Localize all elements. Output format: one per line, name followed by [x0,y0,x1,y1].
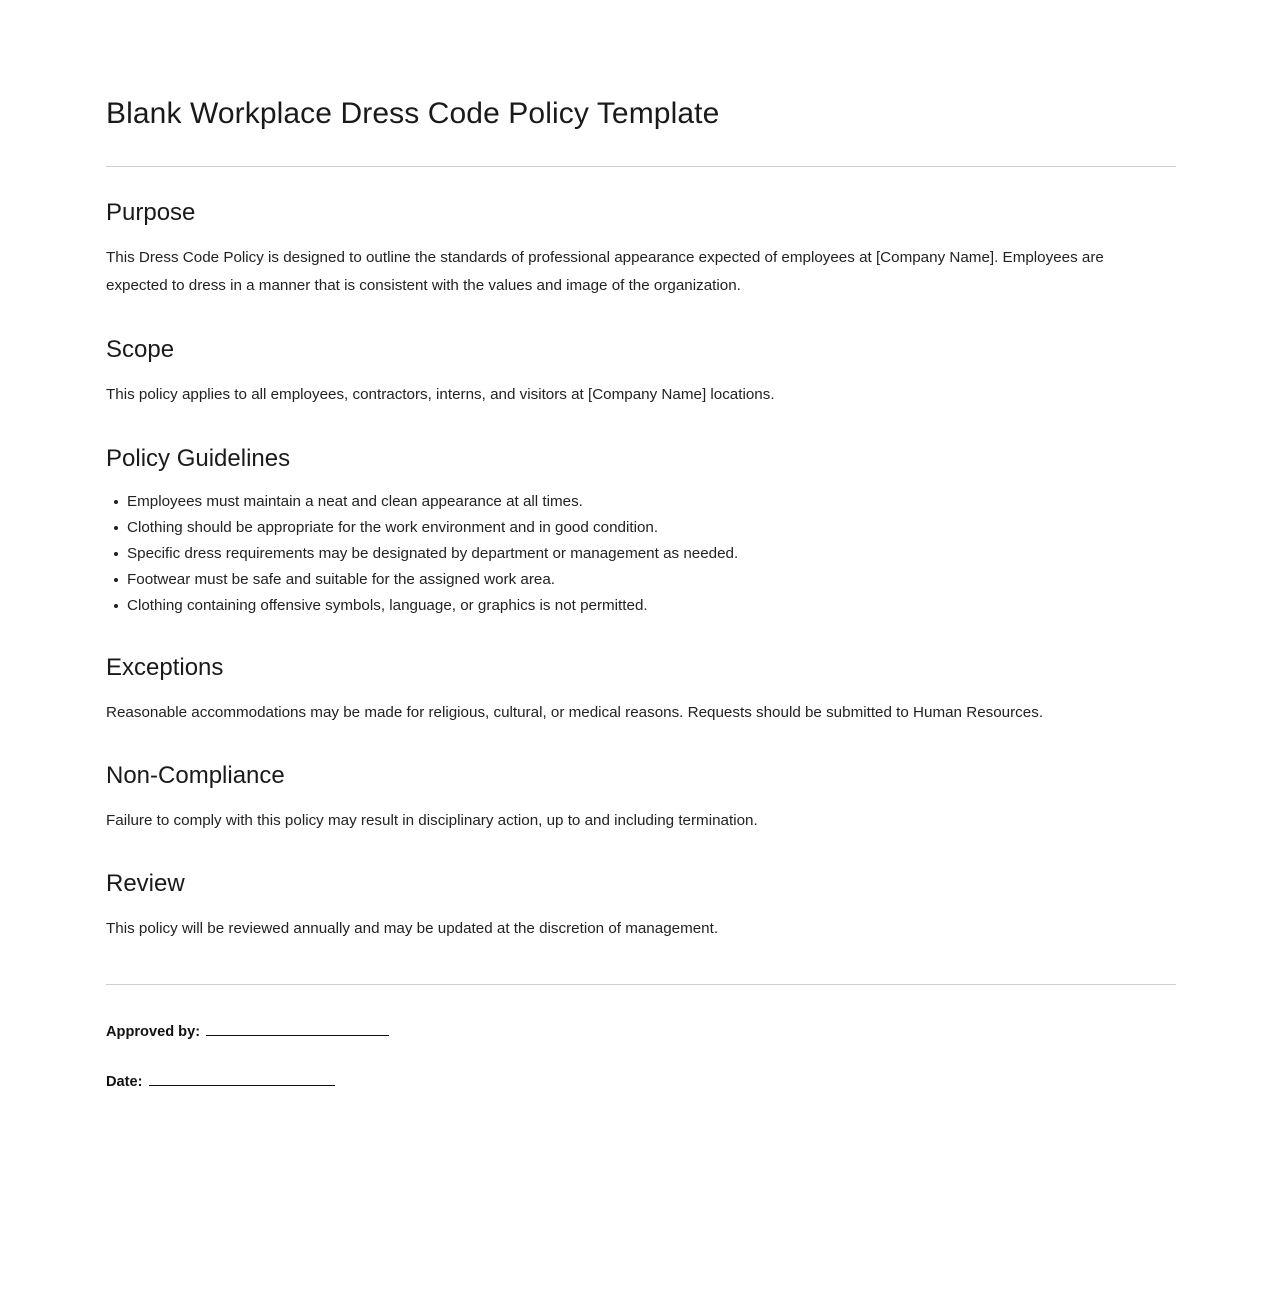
section-paragraph-non-compliance: Failure to comply with this policy may result in disciplinary action, up to and including termination. [106,812,758,829]
section-heading-purpose: Purpose [106,199,196,226]
list-item-text: Clothing should be appropriate for the work environment and in good condition. [127,519,659,536]
list-item [106,541,1176,567]
approved-by-label: Approved by: [106,1024,201,1040]
signature-block [106,1021,1176,1093]
list-item-text: Employees must maintain a neat and clean appearance at all times. [127,493,583,510]
list-item [106,489,1176,515]
section-paragraph-exceptions: Reasonable accommodations may be made for religious, cultural, or medical reasons. Requests should be submitted to Human Resources. [106,704,1044,721]
section-heading-review: Review [106,870,185,897]
date-label: Date: [106,1074,143,1090]
section-heading-policy-guidelines: Policy Guidelines [106,445,291,472]
list-item-text: Clothing containing offensive symbols, language, or graphics is not permitted. [127,597,648,614]
list-item [106,515,1176,541]
section-non-compliance [106,761,1176,835]
section-heading-non-compliance: Non-Compliance [106,762,285,789]
section-review [106,869,1176,943]
signature-divider [106,984,1176,985]
section-heading-scope: Scope [106,336,175,363]
approved-by-field[interactable] [206,1022,389,1036]
title-divider [106,166,1176,167]
list-item-text: Footwear must be safe and suitable for the assigned work area. [127,571,556,588]
section-purpose [106,198,1176,300]
date-row [106,1071,1176,1093]
section-exceptions [106,653,1176,727]
section-scope [106,335,1176,409]
list-item [106,593,1176,619]
page-title: Blank Workplace Dress Code Policy Template [106,97,720,130]
list-item [106,567,1176,593]
list-item-text: Specific dress requirements may be designated by department or management as needed. [127,545,739,562]
section-paragraph-review: This policy will be reviewed annually and may be updated at the discretion of management. [106,920,719,937]
section-heading-exceptions: Exceptions [106,654,224,681]
approved-by-row [106,1021,1176,1043]
section-paragraph-scope: This policy applies to all employees, contractors, interns, and visitors at [Company Name] locations. [106,386,775,403]
date-field[interactable] [149,1072,335,1086]
section-policy-guidelines [106,444,1176,619]
section-paragraph-purpose: This Dress Code Policy is designed to outline the standards of professional appearance expected of employees at [Company Name]. Employees are expected to dress in a manner that is consistent with the values and image of the organization. [106,249,1104,294]
policy-guidelines-list [106,489,1176,619]
